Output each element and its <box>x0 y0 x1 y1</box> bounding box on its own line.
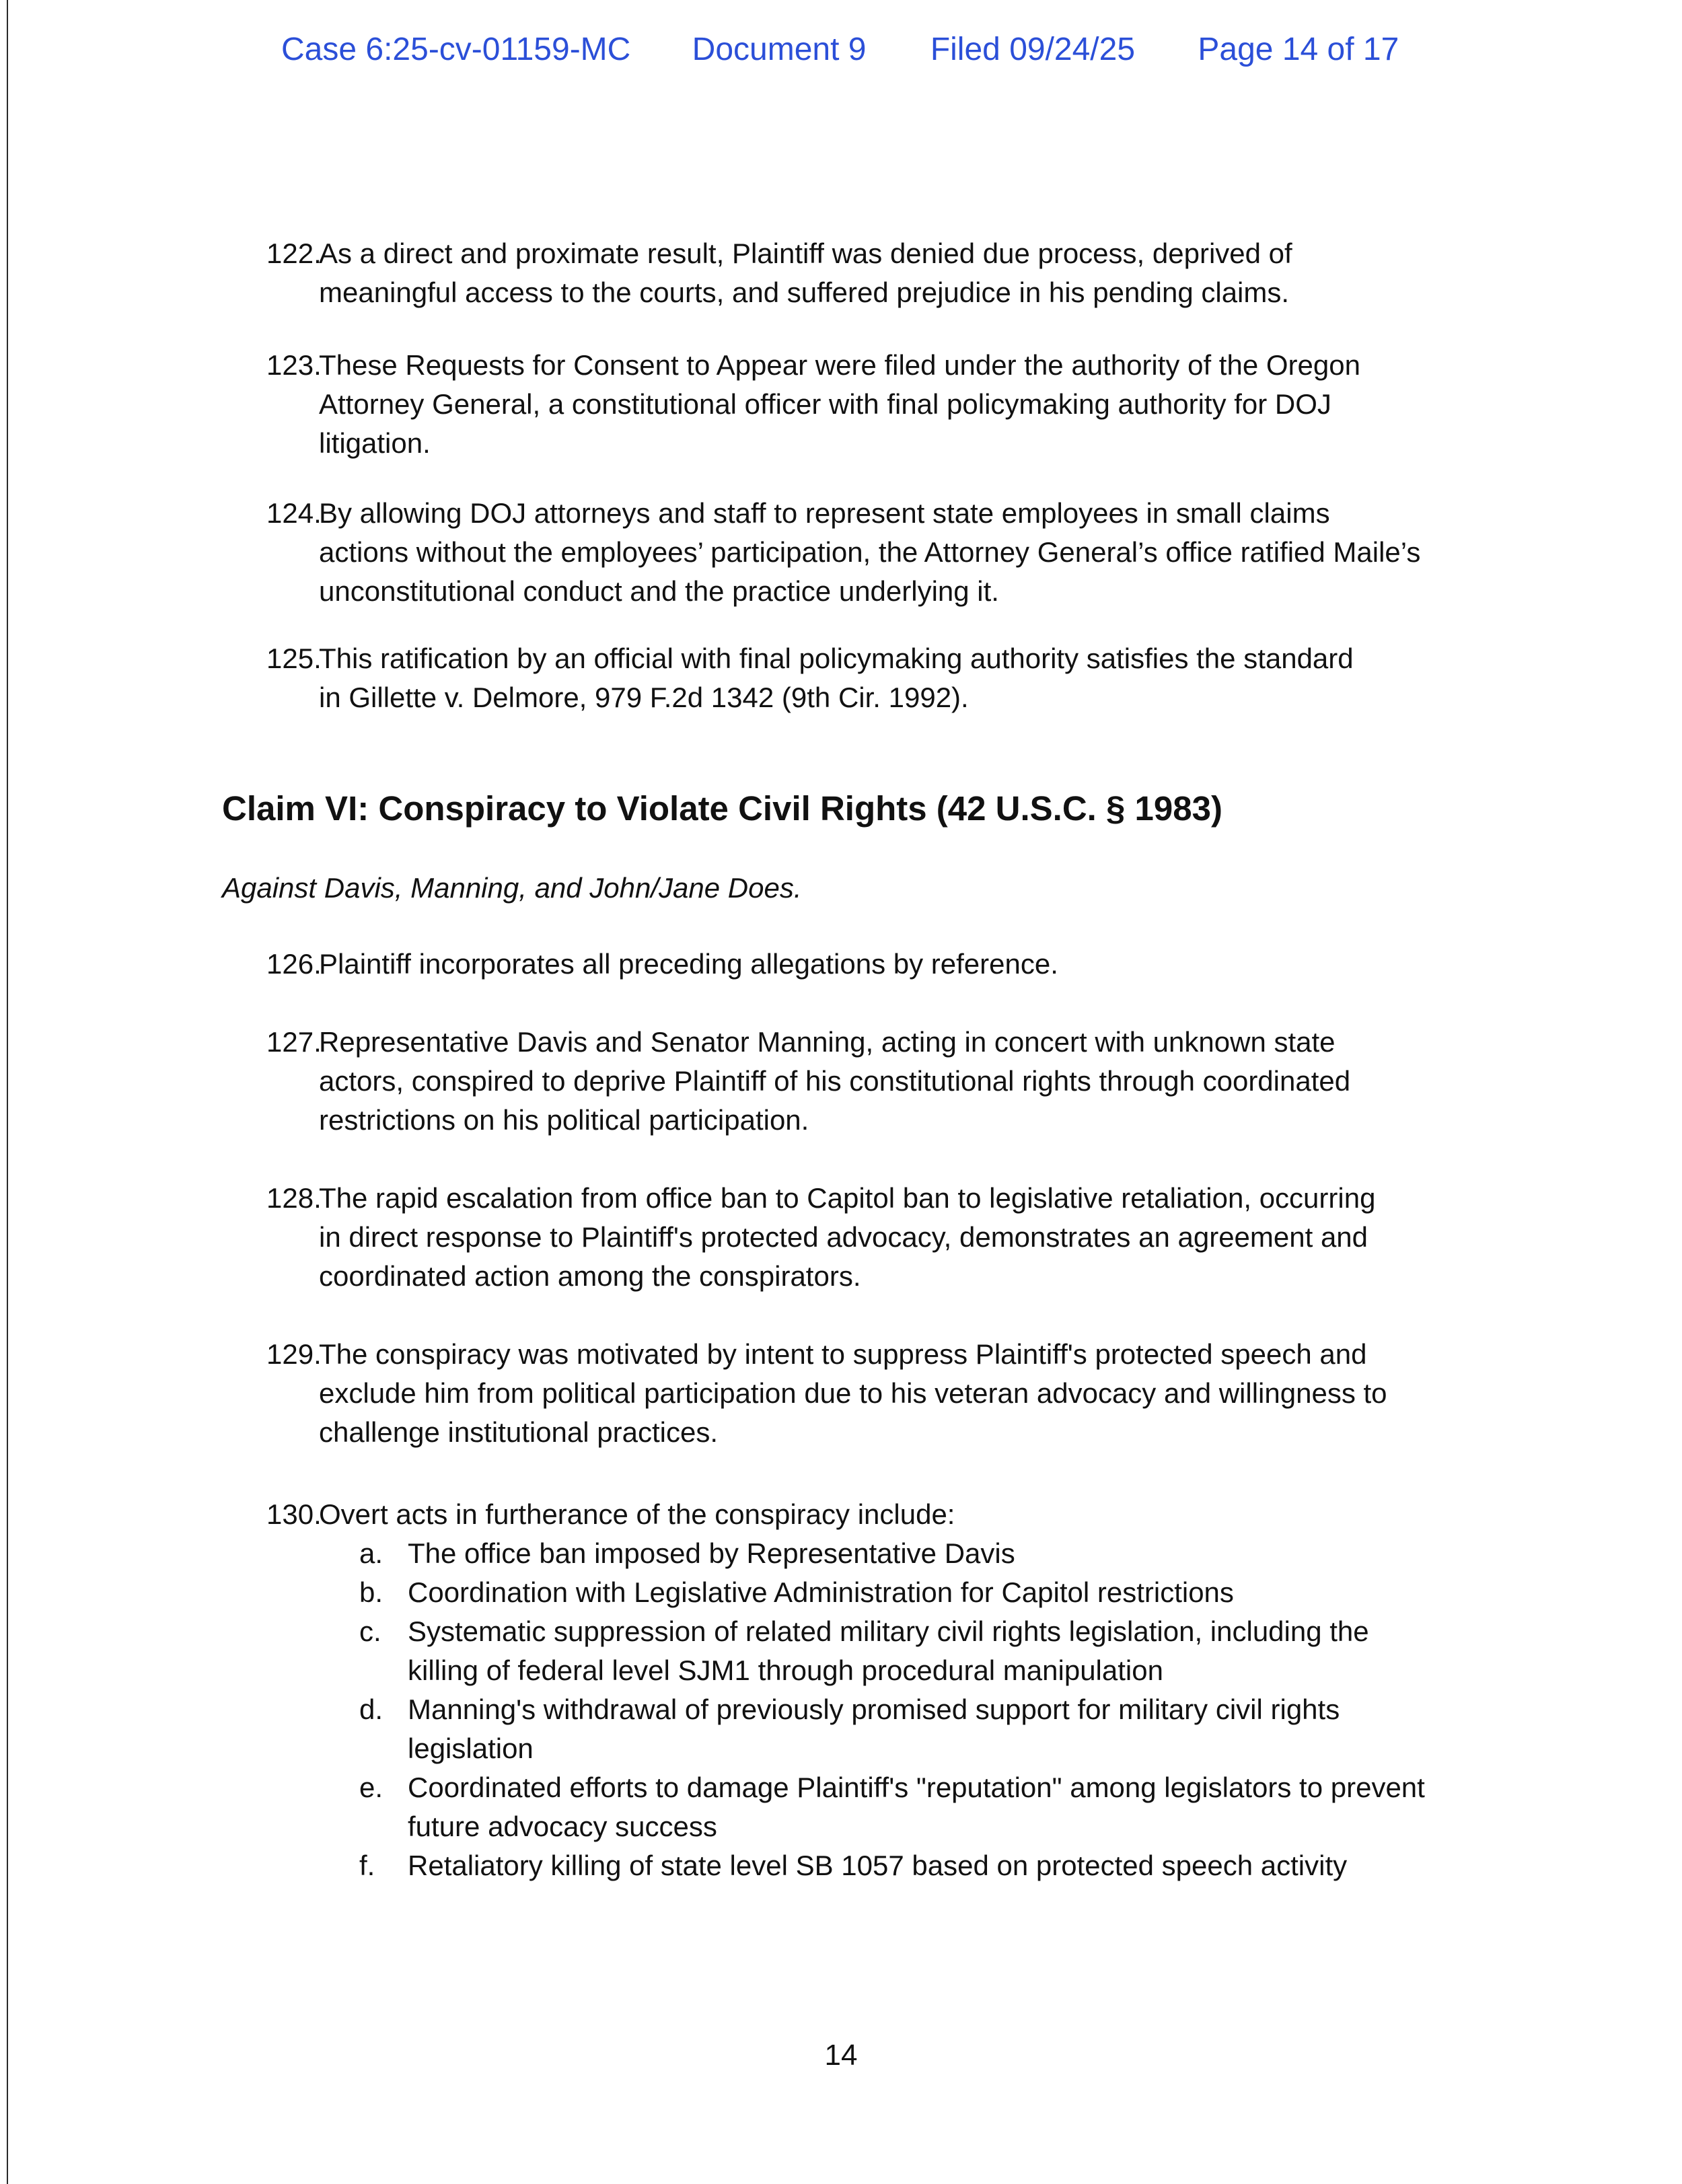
list-item-text: Manning's withdrawal of previously promised support for military civil rights <box>408 1694 1340 1725</box>
list-item <box>359 1573 1503 1612</box>
paragraph-number: 126. <box>266 948 322 980</box>
paragraph-123 <box>266 346 1491 463</box>
list-item-letter: e. <box>359 1772 383 1803</box>
paragraph-text: in Gillette v. Delmore, 979 F.2d 1342 (9th Cir. 1992). <box>319 682 969 713</box>
paragraph-text: Attorney General, a constitutional officer with final policymaking authority for DOJ <box>319 388 1331 420</box>
paragraph-text: in direct response to Plaintiff's protected advocacy, demonstrates an agreement and <box>319 1221 1368 1253</box>
list-item <box>359 1846 1503 1885</box>
paragraph-text: Plaintiff incorporates all preceding allegations by reference. <box>319 948 1058 980</box>
paragraph-text: exclude him from political participation due to his veteran advocacy and willingness to <box>319 1377 1387 1409</box>
paragraph-text: actors, conspired to deprive Plaintiff of his constitutional rights through coordinated <box>319 1065 1351 1097</box>
paragraph-text: challenge institutional practices. <box>319 1416 719 1448</box>
paragraph-126 <box>266 945 1491 984</box>
paragraph-text: unconstitutional conduct and the practice underlying it. <box>319 575 999 607</box>
list-item-letter: f. <box>359 1850 375 1881</box>
paragraph-124 <box>266 494 1491 611</box>
list-item-text: killing of federal level SJM1 through procedural manipulation <box>408 1654 1163 1686</box>
list-item-letter: b. <box>359 1576 383 1608</box>
header-filed-date: Filed 09/24/25 <box>930 32 1136 67</box>
paragraph-text: The rapid escalation from office ban to Capitol ban to legislative retaliation, occurring <box>319 1182 1376 1214</box>
paragraph-text: By allowing DOJ attorneys and staff to represent state employees in small claims <box>319 497 1330 529</box>
page-number: 14 <box>824 2039 858 2072</box>
header-document-number: Document 9 <box>692 32 867 67</box>
list-item-text: legislation <box>408 1733 534 1764</box>
page-edge-line <box>7 0 8 2184</box>
paragraph-text: These Requests for Consent to Appear were filed under the authority of the Oregon <box>319 349 1360 381</box>
list-item-text: Coordination with Legislative Administration for Capitol restrictions <box>408 1576 1234 1608</box>
ecf-header <box>281 31 1399 68</box>
paragraph-128 <box>266 1179 1491 1296</box>
paragraph-text: This ratification by an official with final policymaking authority satisfies the standard <box>319 643 1354 674</box>
list-item <box>359 1768 1503 1846</box>
paragraph-number: 127. <box>266 1026 322 1058</box>
paragraph-text: The conspiracy was motivated by intent to suppress Plaintiff's protected speech and <box>319 1338 1367 1370</box>
list-item-text: Systematic suppression of related military civil rights legislation, including the <box>408 1615 1369 1647</box>
list-item-letter: d. <box>359 1694 383 1725</box>
overt-acts-list <box>359 1534 1503 1885</box>
header-case-number: Case 6:25-cv-01159-MC <box>281 32 631 67</box>
paragraph-127 <box>266 1023 1491 1140</box>
list-item-text: Coordinated efforts to damage Plaintiff's "reputation" among legislators to prevent <box>408 1772 1425 1803</box>
paragraph-number: 123. <box>266 349 322 381</box>
paragraph-number: 124. <box>266 497 322 529</box>
paragraph-129 <box>266 1335 1491 1452</box>
list-item-text: Retaliatory killing of state level SB 1057 based on protected speech activity <box>408 1850 1348 1881</box>
list-item-text: The office ban imposed by Representative Davis <box>408 1537 1015 1569</box>
paragraph-number: 130. <box>266 1498 322 1530</box>
paragraph-text: Representative Davis and Senator Manning, acting in concert with unknown state <box>319 1026 1336 1058</box>
claim-defendants: Against Davis, Manning, and John/Jane Does. <box>222 872 802 904</box>
paragraph-number: 128. <box>266 1182 322 1214</box>
list-item <box>359 1612 1503 1690</box>
paragraph-number: 129. <box>266 1338 322 1370</box>
header-page-count: Page 14 of 17 <box>1198 32 1399 67</box>
paragraph-text: meaningful access to the courts, and suffered prejudice in his pending claims. <box>319 277 1290 308</box>
paragraph-number: 122. <box>266 238 322 269</box>
paragraph-text: actions without the employees’ participation, the Attorney General’s office ratified Maile’s <box>319 536 1421 568</box>
paragraph-text: litigation. <box>319 427 431 459</box>
list-item-letter: a. <box>359 1537 383 1569</box>
list-item <box>359 1534 1503 1573</box>
list-item-letter: c. <box>359 1615 381 1647</box>
claim-heading: Claim VI: Conspiracy to Violate Civil Rights (42 U.S.C. § 1983) <box>222 789 1222 828</box>
paragraph-text: restrictions on his political participation. <box>319 1104 809 1136</box>
paragraph-text: Overt acts in furtherance of the conspiracy include: <box>319 1498 955 1530</box>
paragraph-130 <box>266 1495 1491 1534</box>
paragraph-122 <box>266 234 1491 312</box>
paragraph-text: As a direct and proximate result, Plaintiff was denied due process, deprived of <box>319 238 1292 269</box>
paragraph-125 <box>266 639 1491 717</box>
list-item-text: future advocacy success <box>408 1811 717 1842</box>
list-item <box>359 1690 1503 1768</box>
paragraph-number: 125. <box>266 643 322 674</box>
paragraph-text: coordinated action among the conspirators. <box>319 1260 861 1292</box>
